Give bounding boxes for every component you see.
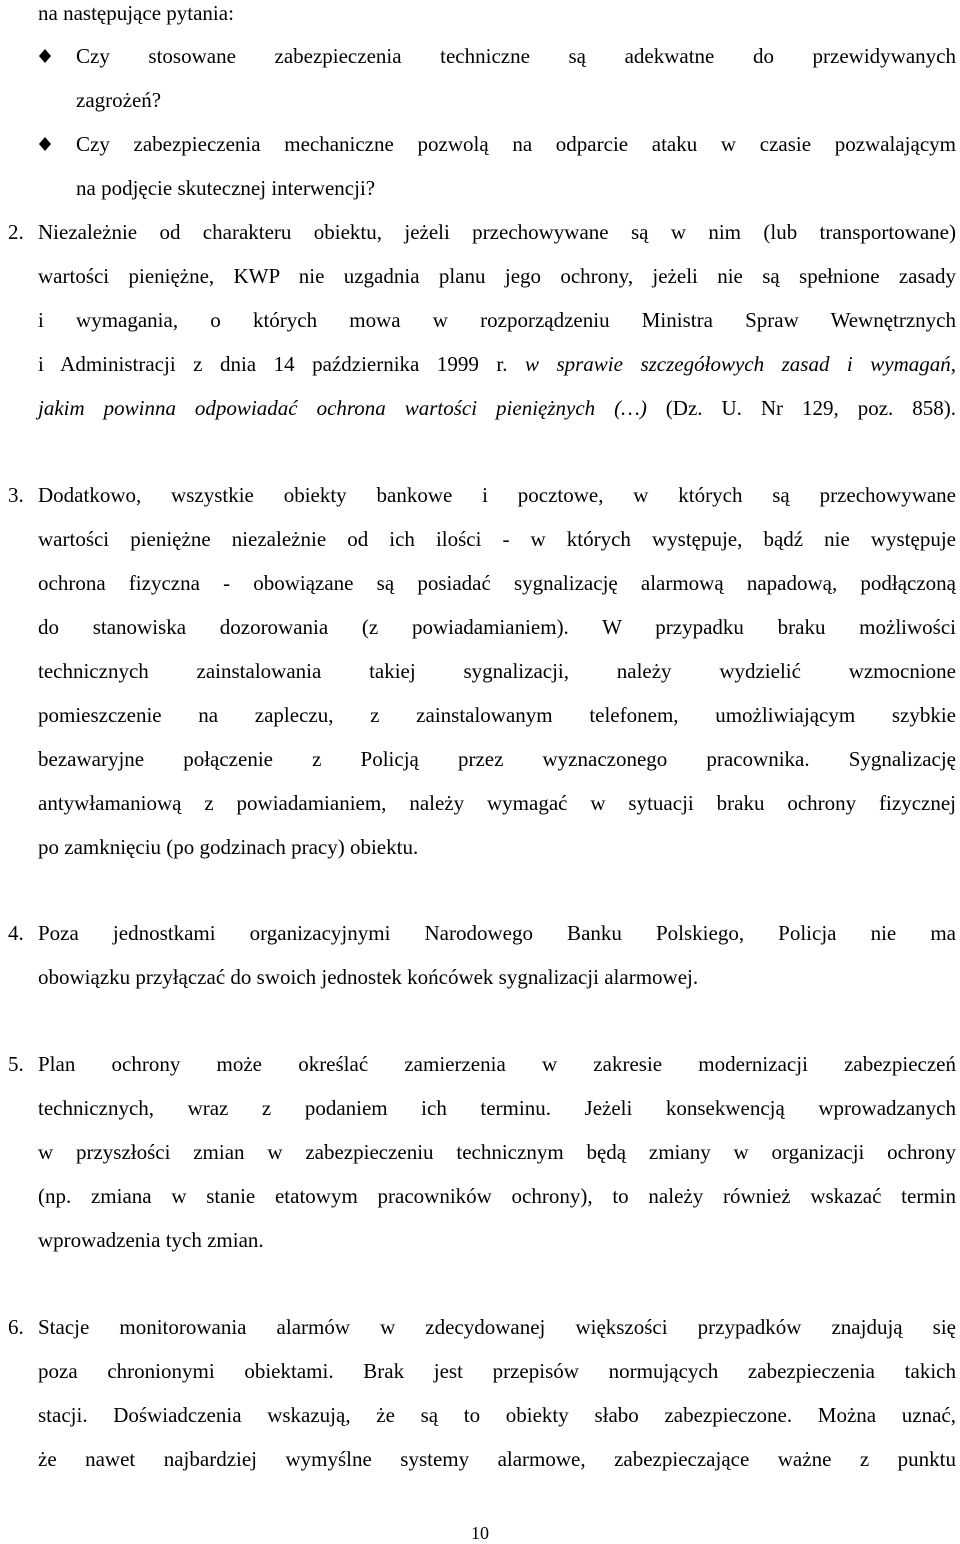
paragraph-line-mixed	[38, 351, 956, 377]
paragraph-number: 2.	[8, 220, 24, 244]
bullet-line: na podjęcie skutecznej interwencji?	[76, 176, 376, 200]
bullet-line: zagrożeń?	[76, 88, 162, 112]
bullet-line: Czy zabezpieczenia mechaniczne pozwolą na odparcie ataku w czasie pozwalającym	[76, 132, 956, 156]
paragraph-line: wartości pieniężne niezależnie od ich ilości - w których występuje, bądź nie występuje	[38, 527, 956, 551]
text-italic: jakim powinna odpowiadać ochrona wartości pieniężnych (…)	[38, 396, 647, 420]
paragraph-number: 3.	[8, 483, 24, 507]
diamond-bullet-icon	[38, 131, 52, 157]
paragraph-number: 4.	[8, 921, 24, 945]
paragraph-line: i wymagania, o których mowa w rozporządzeniu Ministra Spraw Wewnętrznych	[38, 308, 956, 332]
bullet-item	[38, 43, 956, 69]
paragraph-line: Stacje monitorowania alarmów w zdecydowanej większości przypadków znajdują się	[38, 1315, 956, 1339]
diamond-bullet-icon	[38, 43, 52, 69]
paragraph-line: Dodatkowo, wszystkie obiekty bankowe i pocztowe, w których są przechowywane	[38, 483, 956, 507]
paragraph-line: antywłamaniową z powiadamianiem, należy wymagać w sytuacji braku ochrony fizycznej	[38, 791, 956, 815]
paragraph-line: ochrona fizyczna - obowiązane są posiadać sygnalizację alarmową napadową, podłączoną	[38, 571, 956, 595]
text-normal: i Administracji z dnia 14 października 1999 r.	[38, 352, 508, 376]
paragraph-line: bezawaryjne połączenie z Policją przez wyznaczonego pracownika. Sygnalizację	[38, 747, 956, 771]
paragraph-line: stacji. Doświadczenia wskazują, że są to obiekty słabo zabezpieczone. Można uznać,	[38, 1403, 956, 1427]
bullet-item	[38, 131, 956, 157]
paragraph-line: że nawet najbardziej wymyślne systemy alarmowe, zabezpieczające ważne z punktu	[38, 1447, 956, 1471]
bullet-line: Czy stosowane zabezpieczenia techniczne są adekwatne do przewidywanych	[76, 44, 956, 68]
paragraph-line: technicznych, wraz z podaniem ich terminu. Jeżeli konsekwencją wprowadzanych	[38, 1096, 956, 1120]
paragraph-line: pomieszczenie na zapleczu, z zainstalowanym telefonem, umożliwiającym szybkie	[38, 703, 956, 727]
paragraph-line: do stanowiska dozorowania (z powiadamianiem). W przypadku braku możliwości	[38, 615, 956, 639]
paragraph-line: w przyszłości zmian w zabezpieczeniu technicznym będą zmiany w organizacji ochrony	[38, 1140, 956, 1164]
paragraph-line: Poza jednostkami organizacyjnymi Narodowego Banku Polskiego, Policja nie ma	[38, 921, 956, 945]
intro-line: na następujące pytania:	[38, 1, 234, 25]
text-normal: (Dz. U. Nr 129, poz. 858).	[665, 396, 956, 420]
paragraph-number: 6.	[8, 1315, 24, 1339]
paragraph-line-mixed	[38, 395, 956, 421]
paragraph-line: wprowadzenia tych zmian.	[38, 1228, 264, 1252]
paragraph-line: (np. zmiana w stanie etatowym pracowników ochrony), to należy również wskazać termin	[38, 1184, 956, 1208]
paragraph-line: obowiązku przyłączać do swoich jednostek końcówek sygnalizacji alarmowej.	[38, 965, 699, 989]
paragraph-line: wartości pieniężne, KWP nie uzgadnia planu jego ochrony, jeżeli nie są spełnione zasady	[38, 264, 956, 288]
paragraph-number: 5.	[8, 1052, 24, 1076]
paragraph-line: po zamknięciu (po godzinach pracy) obiektu.	[38, 835, 419, 859]
paragraph-line: Plan ochrony może określać zamierzenia w zakresie modernizacji zabezpieczeń	[38, 1052, 956, 1076]
paragraph-line: technicznych zainstalowania takiej sygnalizacji, należy wydzielić wzmocnione	[38, 659, 956, 683]
page-number: 10	[471, 1523, 489, 1543]
text-italic: w sprawie szczegółowych zasad i wymagań,	[524, 352, 957, 376]
paragraph-line: Niezależnie od charakteru obiektu, jeżeli przechowywane są w nim (lub transportowane)	[38, 220, 956, 244]
paragraph-line: poza chronionymi obiektami. Brak jest przepisów normujących zabezpieczenia takich	[38, 1359, 956, 1383]
